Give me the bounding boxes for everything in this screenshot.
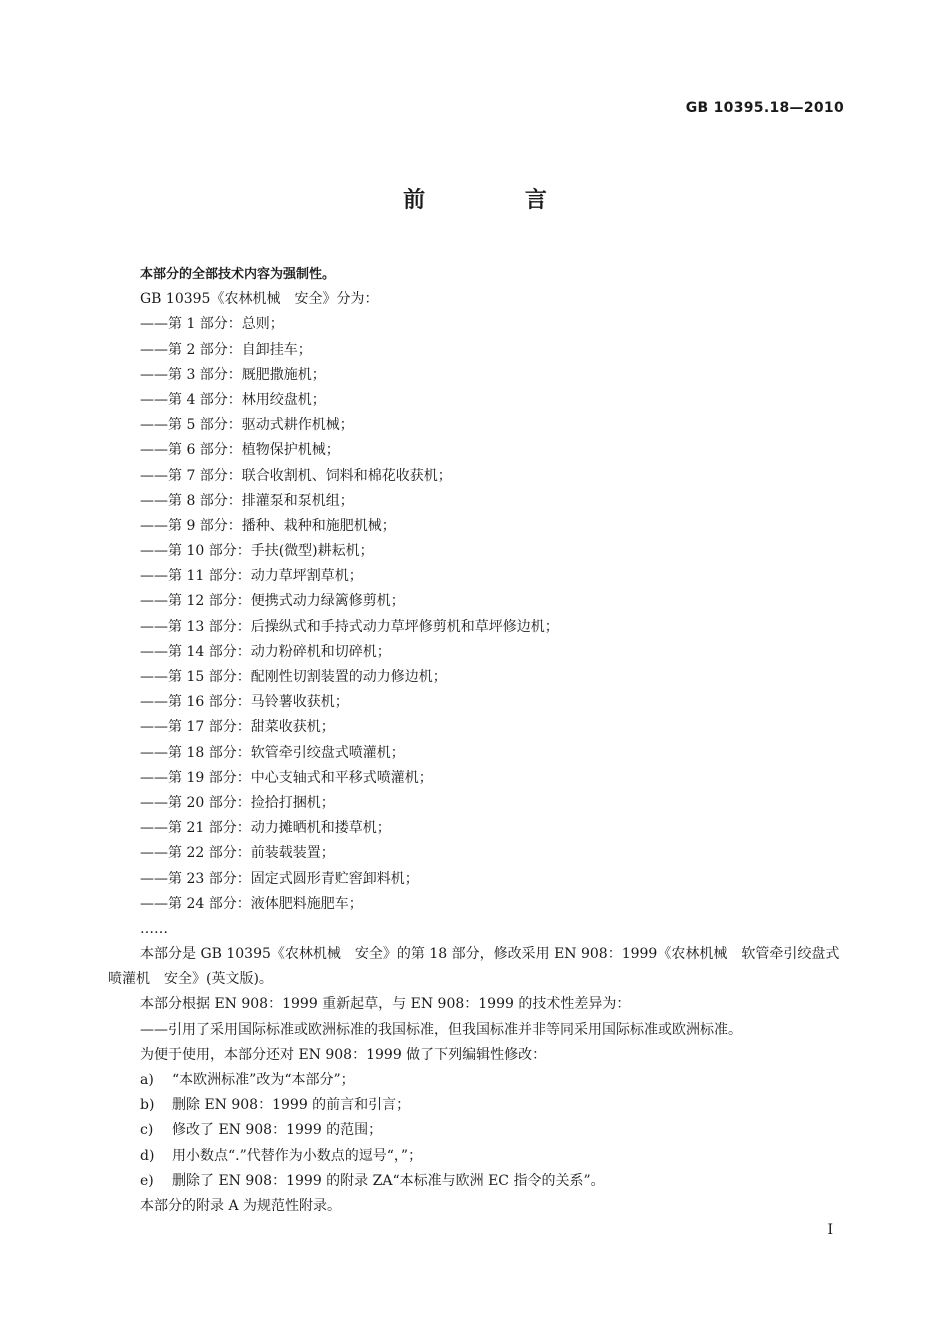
list-item-text: “本欧洲标准”改为“本部分”； <box>172 1072 355 1089</box>
list-item: ——第 14 部分：动力粉碎机和切碎机； <box>140 643 391 660</box>
list-item: ——第 1 部分：总则； <box>140 316 284 333</box>
list-item: ——第 11 部分：动力草坪割草机； <box>140 568 363 585</box>
list-item <box>108 1118 848 1143</box>
document-body <box>108 262 848 1219</box>
list-item: ——第 7 部分：联合收割机、饲料和棉花收获机； <box>140 467 452 484</box>
list-item: ——第 16 部分：马铃薯收获机； <box>140 694 349 711</box>
page-number: I <box>827 1222 833 1238</box>
list-item: ——第 9 部分：播种、栽种和施肥机械； <box>140 517 396 534</box>
adoption-paragraph: 本部分是 GB 10395《农林机械 安全》的第 18 部分，修改采用 EN 908：1999《农林机械 软管牵引绞盘式喷灌机 安全》(英文版)。 <box>108 946 840 988</box>
list-item-label: d) <box>140 1147 155 1164</box>
list-item: ——第 23 部分：固定式圆形青贮窖卸料机； <box>140 870 419 887</box>
list-item: ——第 5 部分：驱动式耕作机械； <box>140 417 354 434</box>
list-item: ——第 24 部分：液体肥料施肥车； <box>140 895 363 912</box>
list-item: ——第 13 部分：后操纵式和手持式动力草坪修剪机和草坪修边机； <box>140 618 559 635</box>
list-item: ——第 20 部分：捡拾打捆机； <box>140 794 335 811</box>
technical-difference: ——引用了采用国际标准或欧洲标准的我国标准，但我国标准并非等同采用国际标准或欧洲标准。 <box>140 1021 742 1038</box>
list-item-text: 删除了 EN 908：1999 的附录 ZA“本标准与欧洲 EC 指令的关系”。 <box>172 1172 605 1189</box>
list-item: ——第 17 部分：甜菜收获机； <box>140 719 335 736</box>
list-item-text: 删除 EN 908：1999 的前言和引言； <box>172 1097 411 1114</box>
page-title: 前 言 <box>403 188 593 213</box>
list-item-text: 用小数点“.”代替作为小数点的逗号“，”； <box>172 1147 423 1164</box>
list-item: ——第 6 部分：植物保护机械； <box>140 442 340 459</box>
list-item-label: a) <box>140 1072 154 1089</box>
list-item-text: 修改了 EN 908：1999 的范围； <box>172 1122 383 1139</box>
editorial-intro: 为便于使用，本部分还对 EN 908：1999 做了下列编辑性修改： <box>140 1046 547 1063</box>
list-item <box>108 1068 848 1093</box>
list-item <box>108 1169 848 1194</box>
list-item: ——第 12 部分：便携式动力绿篱修剪机； <box>140 593 405 610</box>
list-item: ——第 2 部分：自卸挂车； <box>140 341 312 358</box>
list-item: ——第 10 部分：手扶(微型)耕耘机； <box>140 543 374 560</box>
list-item: ——第 8 部分：排灌泵和泵机组； <box>140 492 354 509</box>
list-item <box>108 1093 848 1118</box>
list-item-label: e) <box>140 1172 154 1189</box>
list-item: ——第 21 部分：动力摊晒机和搂草机； <box>140 820 391 837</box>
annex-note: 本部分的附录 A 为规范性附录。 <box>140 1197 342 1214</box>
list-item <box>108 1144 848 1169</box>
list-item-label: c) <box>140 1122 154 1139</box>
list-item: ——第 3 部分：厩肥撒施机； <box>140 366 326 383</box>
list-item: ——第 15 部分：配刚性切割装置的动力修边机； <box>140 669 447 685</box>
list-item: ——第 19 部分：中心支轴式和平移式喷灌机； <box>140 769 433 786</box>
mandatory-statement: 本部分的全部技术内容为强制性。 <box>140 267 336 282</box>
document-code: GB 10395.18—2010 <box>685 100 844 116</box>
list-item: ——第 4 部分：林用绞盘机； <box>140 391 326 408</box>
list-item: ——第 22 部分：前装载装置； <box>140 845 335 862</box>
list-item: ——第 18 部分：软管牵引绞盘式喷灌机； <box>140 744 405 761</box>
ellipsis: …… <box>140 920 168 937</box>
series-intro: GB 10395《农林机械 安全》分为： <box>140 291 379 308</box>
parts-list <box>108 312 848 917</box>
redraft-paragraph: 本部分根据 EN 908：1999 重新起草，与 EN 908：1999 的技术性差异为： <box>140 996 631 1013</box>
editorial-list <box>108 1068 848 1194</box>
list-item-label: b) <box>140 1097 155 1114</box>
